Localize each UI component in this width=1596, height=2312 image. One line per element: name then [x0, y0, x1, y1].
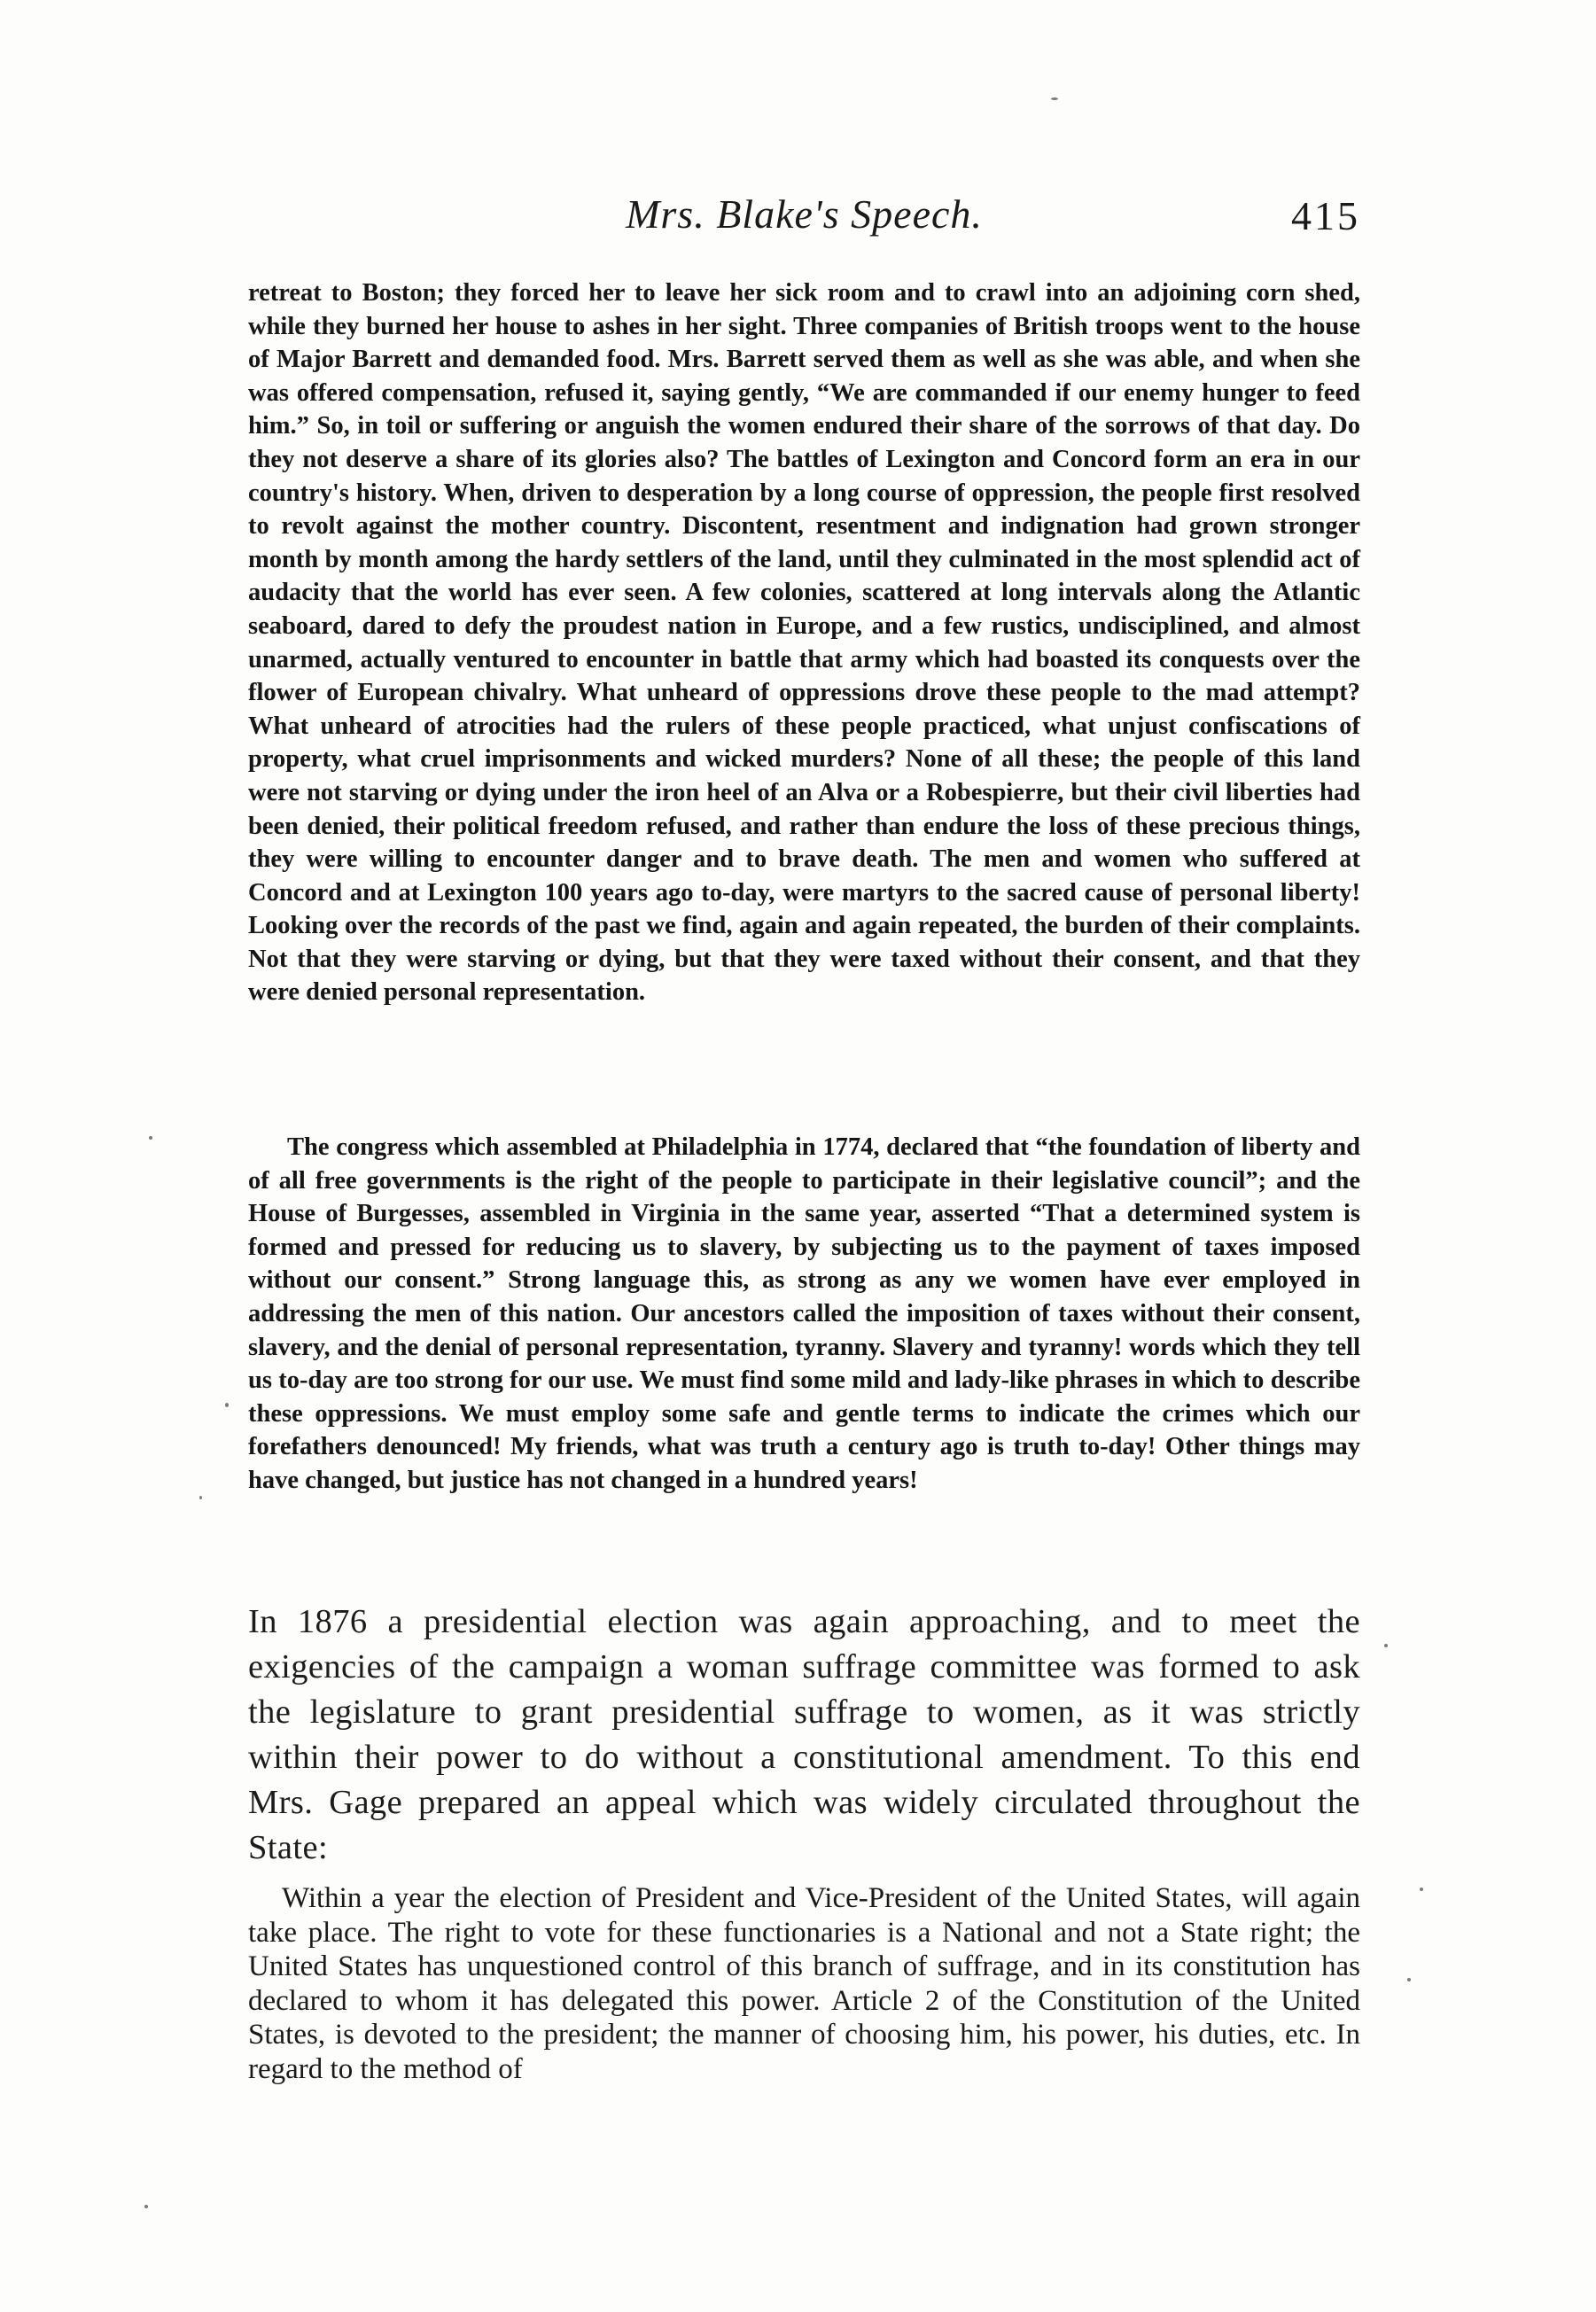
speech-paragraph-1: retreat to Boston; they forced her to leave her sick room and to crawl into an adjoining corn shed, while they burned her house to ashes in her sight. Three companies of British troops went to the house of Major Barrett and demanded food. Mrs. Barrett served them as well as she was able, and when she was offered compensation, refused it, saying gently, “We are commanded if our enemy hunger to feed him.” So, in toil or suffering or anguish the women endured their share of the sorrows of that day. Do they not deserve a share of its glories also? The battles of Lexington and Concord form an era in our country's history. When, driven to desperation by a long course of oppression, the people first resolved to revolt against the mother country. Discontent, resentment and indignation had grown stronger month by month among the hardy settlers of the land, until they culminated in the most splendid act of audacity that the world has ever seen. A few colonies, scattered at long intervals along the Atlantic seaboard, dared to defy the proudest nation in Europe, and a few rustics, undisciplined, and almost unarmed, actually ventured to encounter in battle that army which had boasted its conquests over the flower of European chivalry. What unheard of oppressions drove these people to the mad attempt? What unheard of atrocities had the rulers of these people practiced, what unjust confiscations of property, what cruel imprisonments and wicked murders? None of all these; the people of this land were not starving or dying under the iron heel of an Alva or a Robespierre, but their civil liberties had been denied, their political freedom refused, and rather than endure the loss of these precious things, they were willing to encounter danger and to brave death. The men and women who suffered at Concord and at Lexington 100 years ago to-day, were martyrs to the sacred cause of personal liberty! Looking over the records of the past we find, again and again repeated, the burden of their complaints. Not that they were starving or dying, but that they were taxed without their consent, and that they were denied personal representation.	[248, 279, 1360, 1007]
appeal-paragraph: Within a year the election of President and Vice-President of the United States, will again take place. The right to vote for these functionaries is a National and not a State right; the United States has unquestioned control of this branch of suffrage, and in its constitution has declared to whom it has delegated this power. Article 2 of the Constitution of the United States, is devoted to the president; the manner of choosing him, his power, his duties, etc. In regard to the method of	[248, 1882, 1360, 2085]
speech-paragraph-2: The congress which assembled at Philadelphia in 1774, declared that “the foundation of liberty and of all free governments is the right of the people to participate in their legislative council”; and the House of Burgesses, assembled in Virginia in the same year, asserted “That a determined system is formed and pressed for reducing us to slavery, by subjecting us to the payment of taxes imposed without our consent.” Strong language this, as strong as any we women have ever employed in addressing the men of this nation. Our ancestors called the imposition of taxes without their consent, slavery, and the denial of personal representation, tyranny. Slavery and tyranny! words which they tell us to-day are too strong for our use. We must find some mild and lady-like phrases in which to describe these oppressions. We must employ some safe and gentle terms to indicate the crimes which our forefathers denounced! My friends, what was truth a century ago is truth to-day! Other things may have changed, but justice has not changed in a hundred years!	[248, 1133, 1360, 1494]
paper-speck	[1420, 1888, 1423, 1891]
paper-speck	[199, 1496, 202, 1499]
narrative-paragraph: In 1876 a presidential election was again approaching, and to meet the exigencies of the campaign a woman suffrage committee was formed to ask the legislature to grant presidential suffrage to women, as it was strictly within their power to do without a constitutional amendment. To this end Mrs. Gage prepared an appeal which was widely circulated throughout the State:	[248, 1603, 1360, 1866]
paper-speck	[149, 1136, 152, 1140]
paper-speck	[1384, 1644, 1388, 1647]
page-number: 415	[1291, 193, 1360, 238]
paper-speck	[144, 2205, 148, 2208]
page-header	[248, 191, 1360, 253]
running-head: Mrs. Blake's Speech.	[626, 191, 983, 237]
paper-speck	[225, 1403, 229, 1407]
paper-speck	[1051, 97, 1058, 100]
paper-speck	[1407, 1978, 1411, 1981]
